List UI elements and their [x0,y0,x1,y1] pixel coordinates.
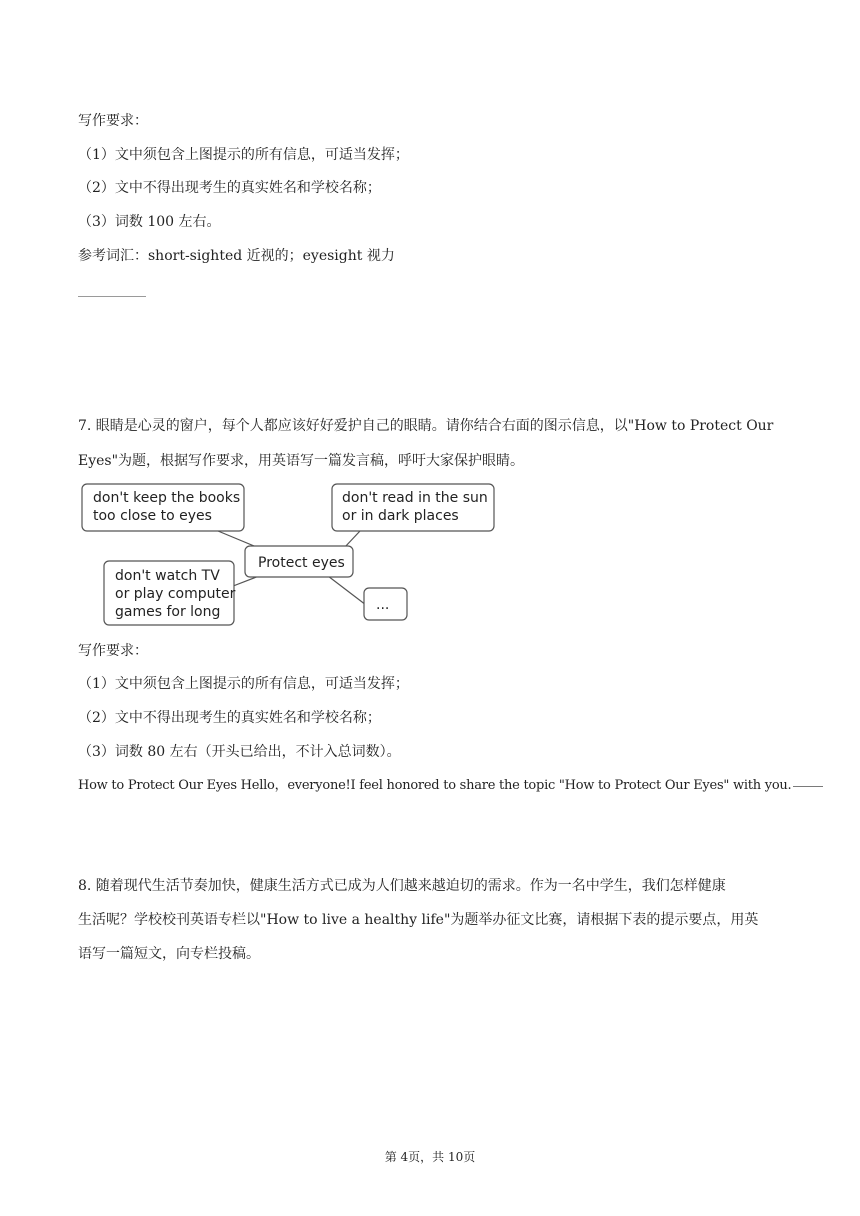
connector-bottom-right [328,576,366,605]
q7-requirement-2: （2）文中不得出现考生的真实姓名和学校名称； [78,710,381,726]
q6-requirement-3: （3）词数 100 左右。 [78,214,221,230]
q8-prompt-line-1: 8. 随着现代生活节奏加快，健康生活方式已成为人们越来越迫切的需求。作为一名中学生，我们怎样健康 [78,878,726,894]
box-top-right-line-2: or in dark places [342,508,459,524]
q7-requirements-title: 写作要求： [78,643,148,659]
q7-opening-text: How to Protect Our Eyes Hello，everyone!I feel honored to share the topic "How to Protect Our Eyes" with you. [78,778,792,793]
page-footer: 第 4页，共 10页 [384,1150,476,1164]
q7-opening-text-line [78,776,823,796]
box-top-left-line-1: don't keep the books [93,490,241,506]
q6-requirement-1: （1）文中须包含上图提示的所有信息，可适当发挥； [78,147,409,163]
box-bottom-left-line-2: or play computer [115,586,236,602]
q6-requirements-title: 写作要求： [78,113,148,129]
protect-eyes-mind-map [78,480,508,632]
box-top-left-line-2: too close to eyes [93,508,212,524]
q6-requirement-2: （2）文中不得出现考生的真实姓名和学校名称； [78,180,381,196]
box-top-right-line-1: don't read in the sun [342,490,488,506]
q6-reference-vocabulary: 参考词汇：short-sighted 近视的；eyesight 视力 [78,248,395,264]
q7-answer-blank [793,786,823,787]
q7-prompt-line-2: Eyes"为题，根据写作要求，用英语写一篇发言稿，呼吁大家保护眼睛。 [78,453,525,469]
q7-requirement-3: （3）词数 80 左右（开头已给出，不计入总词数）。 [78,744,401,760]
box-bottom-right-label: ... [376,597,390,613]
q7-requirement-1: （1）文中须包含上图提示的所有信息，可适当发挥； [78,676,409,692]
box-bottom-left-line-3: games for long [115,604,221,620]
box-bottom-left-line-1: don't watch TV [115,568,220,584]
q6-answer-line [78,296,146,297]
q8-prompt-line-2: 生活呢？学校校刊英语专栏以"How to live a healthy life"为题举办征文比赛，请根据下表的提示要点，用英 [78,912,759,928]
box-center-label: Protect eyes [258,555,345,571]
q8-prompt-line-3: 语写一篇短文，向专栏投稿。 [78,946,260,962]
q7-prompt-line-1: 7. 眼睛是心灵的窗户，每个人都应该好好爱护自己的眼睛。请你结合右面的图示信息，以"How to Protect Our [78,418,774,434]
